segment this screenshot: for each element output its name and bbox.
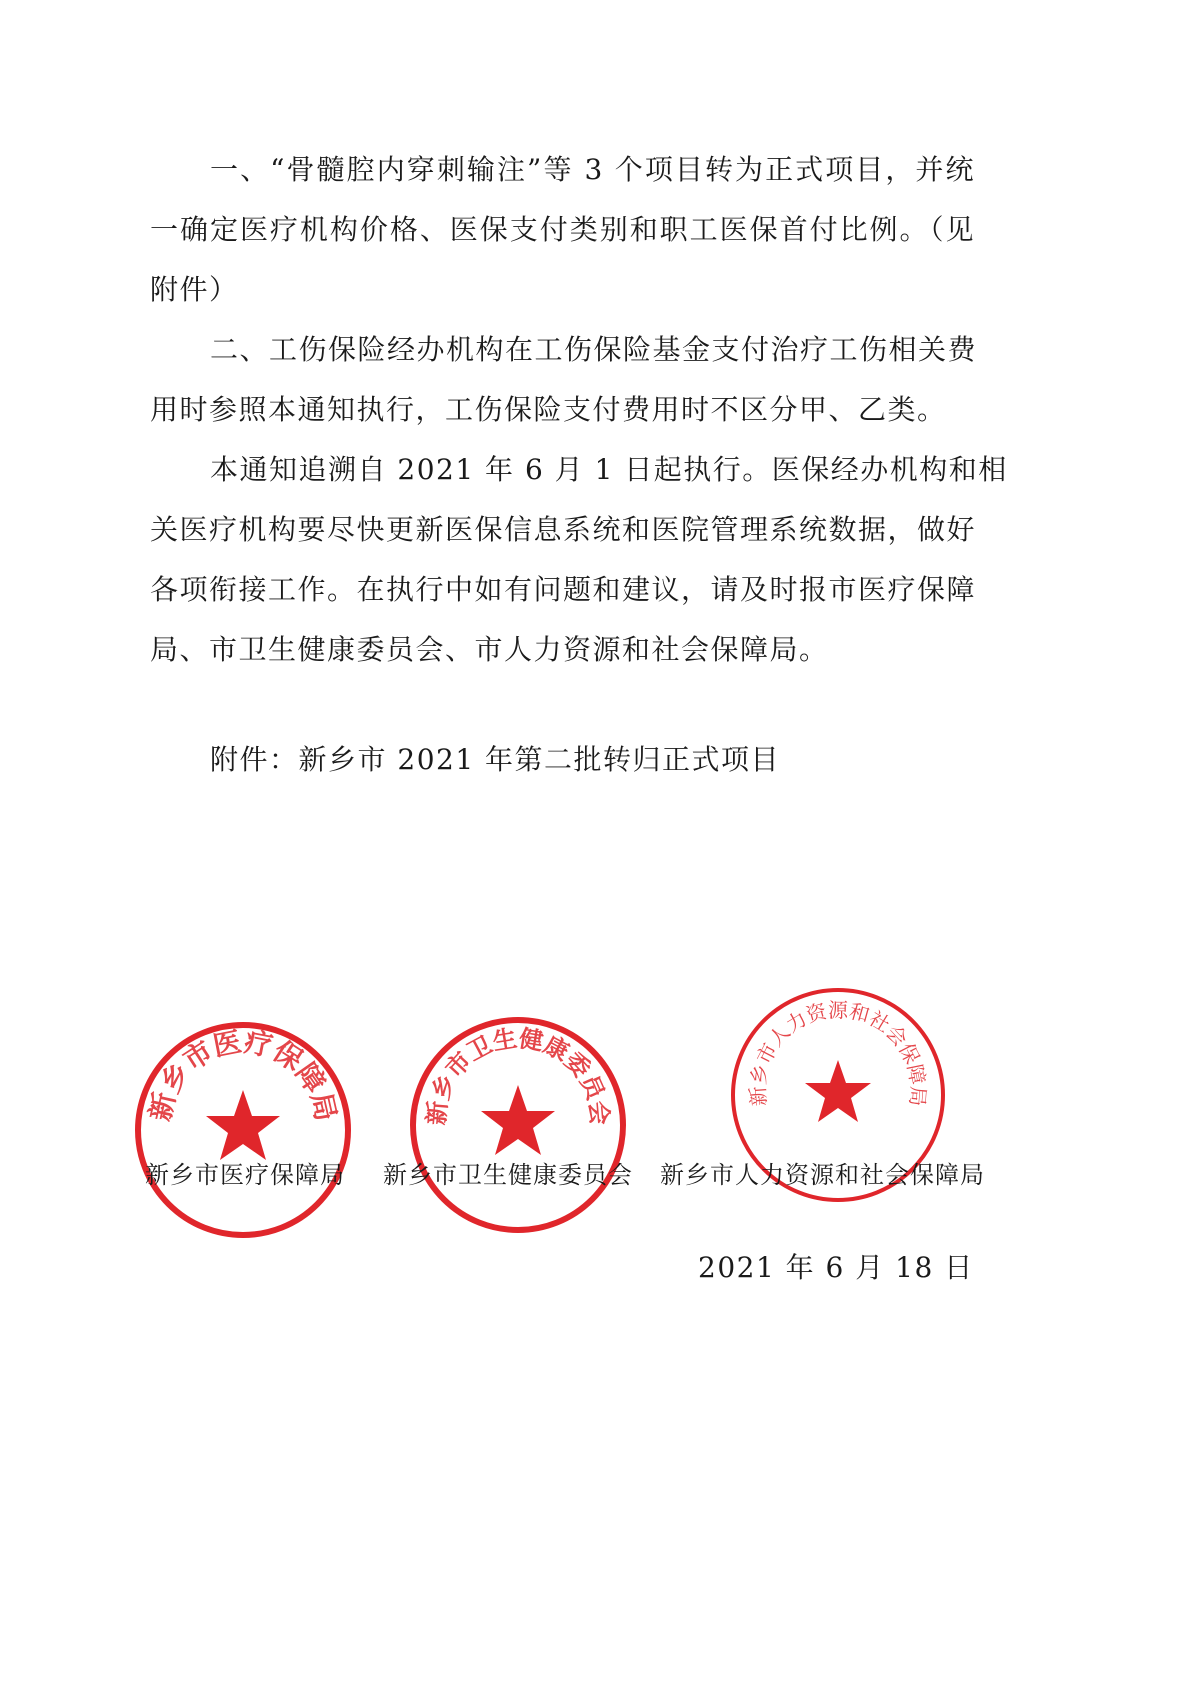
paragraph-3-line-2: 关医疗机构要尽快更新医保信息系统和医院管理系统数据，做好 — [150, 513, 977, 546]
seal-1-text: 新乡市医疗保障局 — [143, 1025, 343, 1124]
paragraph-3-line-4: 局、市卫生健康委员会、市人力资源和社会保障局。 — [150, 633, 829, 666]
paragraph-1-line-3: 附件） — [150, 273, 239, 306]
org-name-human-resources-bureau: 新乡市人力资源和社会保障局 — [660, 1161, 985, 1189]
seal-star-icon — [481, 1085, 555, 1155]
paragraph-1-line-1: 一、“骨髓腔内穿刺输注”等 3 个项目转为正式项目，并统 — [210, 153, 975, 186]
seal-3-text: 新乡市人力资源和社会保障局 — [745, 997, 931, 1108]
seal-health-commission — [403, 1010, 633, 1240]
attachment-line: 附件：新乡市 2021 年第二批转归正式项目 — [210, 743, 781, 776]
seal-2-text: 新乡市卫生健康委员会 — [421, 1023, 615, 1127]
seal-star-icon — [805, 1060, 871, 1122]
seal-star-icon — [206, 1090, 280, 1160]
org-name-health-commission: 新乡市卫生健康委员会 — [383, 1161, 633, 1189]
org-name-medical-security-bureau: 新乡市医疗保障局 — [145, 1161, 345, 1189]
paragraph-3-line-1: 本通知追溯自 2021 年 6 月 1 日起执行。医保经办机构和相 — [210, 453, 1008, 486]
seal-medical-security-bureau — [128, 1015, 358, 1245]
document-date: 2021 年 6 月 18 日 — [698, 1251, 974, 1284]
paragraph-3-line-3: 各项衔接工作。在执行中如有问题和建议，请及时报市医疗保障 — [150, 573, 977, 606]
paragraph-2-line-1: 二、工伤保险经办机构在工伤保险基金支付治疗工伤相关费 — [210, 333, 978, 366]
paragraph-2-line-2: 用时参照本通知执行，工伤保险支付费用时不区分甲、乙类。 — [150, 393, 947, 426]
paragraph-1-line-2: 一确定医疗机构价格、医保支付类别和职工医保首付比例。（见 — [150, 213, 975, 246]
